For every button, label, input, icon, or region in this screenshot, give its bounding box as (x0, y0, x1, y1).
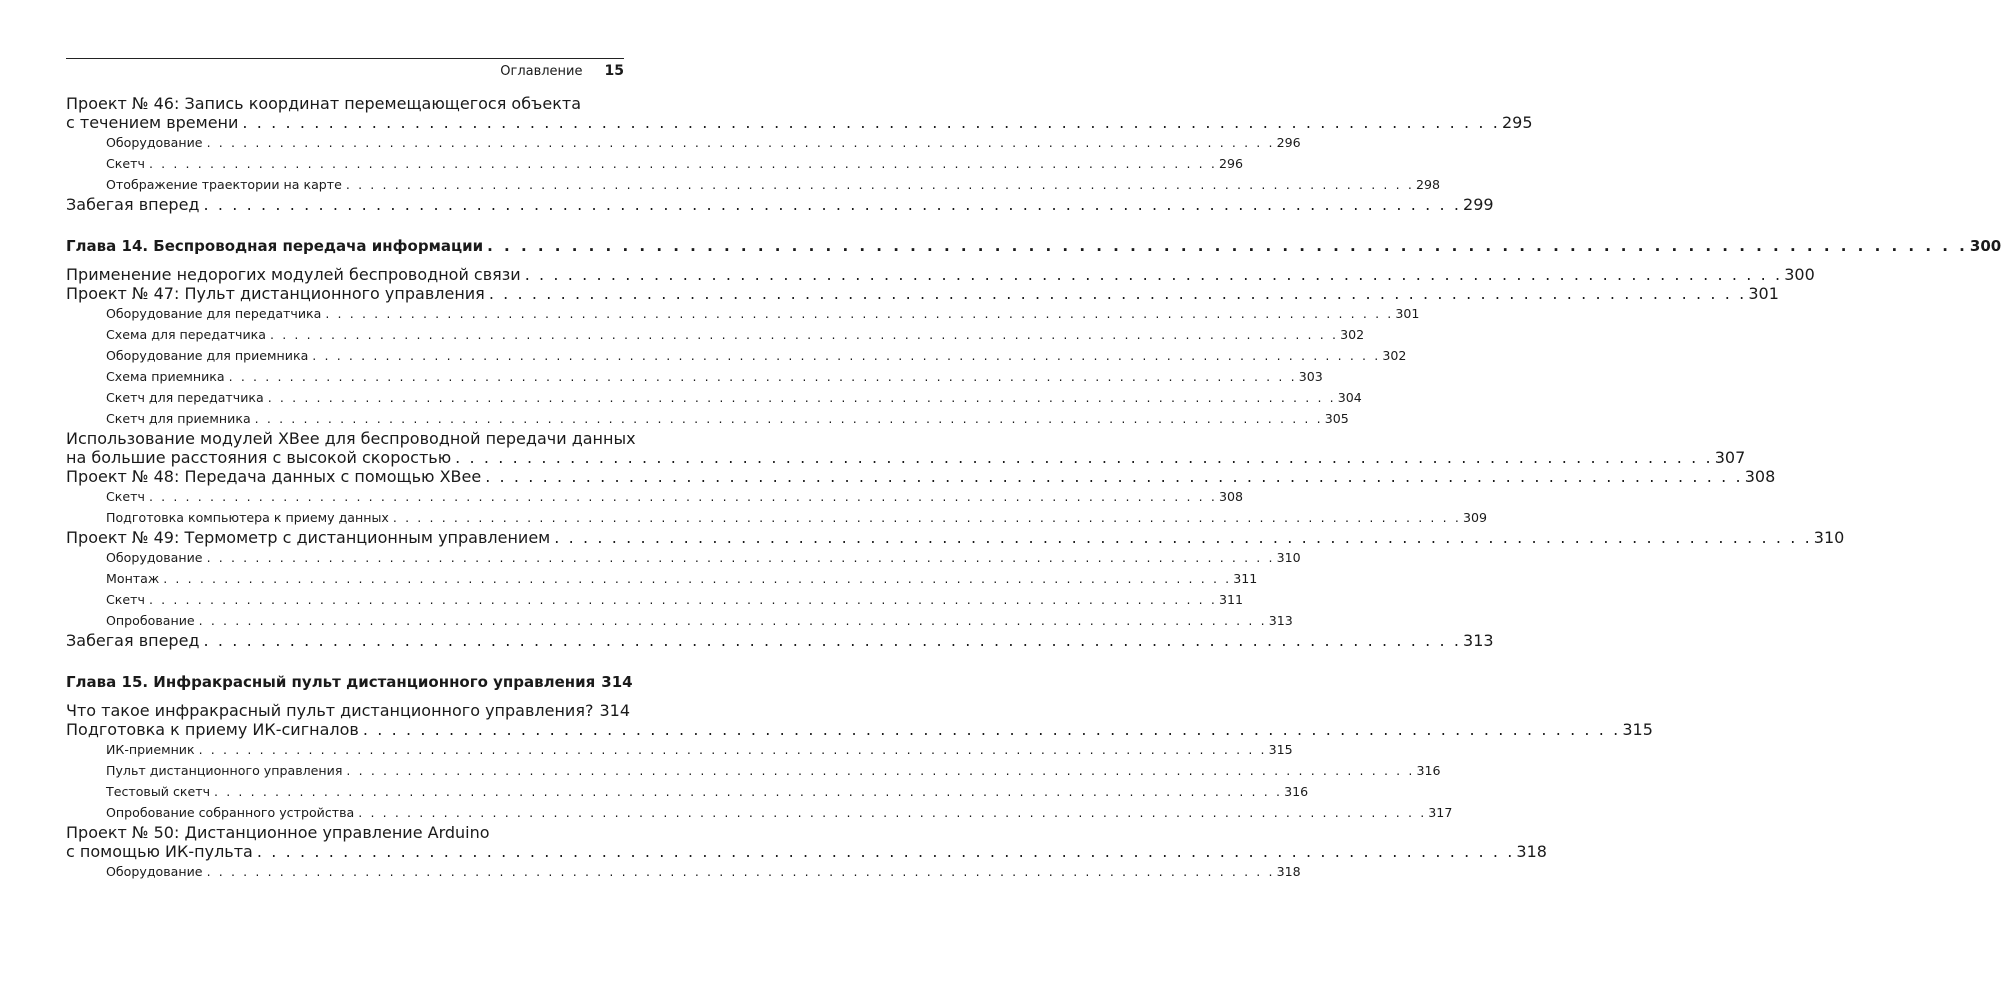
toc-page-number: 303 (1298, 369, 1323, 384)
toc-page-number: 300 (1969, 237, 2001, 255)
dot-leader (487, 235, 1968, 257)
toc-subsection-entry (66, 408, 1349, 429)
toc-entry-title: Что такое инфракрасный пульт дистанционного управления? (66, 701, 594, 720)
toc-subsection-entry (66, 760, 1441, 781)
toc-page-number: 300 (1784, 265, 1815, 284)
toc-entry-title: Отображение траектории на карте (106, 177, 342, 192)
dot-leader (207, 132, 1275, 153)
toc-entry-title: Опробование (106, 613, 195, 628)
toc-project-entry (66, 823, 1547, 861)
dot-leader (363, 720, 1621, 739)
toc-entry-title: Монтаж (106, 571, 160, 586)
toc-entry-title: Тестовый скетч (106, 784, 211, 799)
dot-leader (393, 507, 1461, 528)
dot-leader (149, 589, 1217, 610)
toc-page-number: 316 (1284, 784, 1309, 799)
dot-leader (204, 195, 1462, 214)
toc-section-entry (66, 195, 1494, 214)
toc-subsection-entry (66, 781, 1309, 802)
toc-page-number: 315 (1268, 742, 1293, 757)
dot-leader (207, 861, 1275, 882)
toc-entry-title: Проект № 48: Передача данных с помощью XBee (66, 467, 482, 486)
dot-leader (525, 265, 1783, 284)
toc-subsection-entry (66, 153, 1244, 174)
toc-section-entry (66, 429, 1746, 467)
toc-page-number: 296 (1219, 156, 1244, 171)
dot-leader (199, 739, 1267, 760)
toc-subsection-entry (66, 861, 1301, 882)
toc-section-entry (66, 631, 1494, 650)
dot-leader (312, 345, 1380, 366)
toc-page-number: 313 (1463, 631, 1494, 650)
toc-page-number: 313 (1268, 613, 1293, 628)
toc-entry-title: Оборудование для приемника (106, 348, 309, 363)
dot-leader (229, 366, 1297, 387)
toc-page-number: 311 (1233, 571, 1258, 586)
toc-entry-title: Глава 14. Беспроводная передача информации (66, 237, 484, 255)
toc-entry-title: Забегая вперед (66, 195, 200, 214)
toc-subsection-entry (66, 174, 1440, 195)
dot-leader (163, 568, 1231, 589)
toc-subsection-entry (66, 547, 1301, 568)
toc-page-number: 308 (1744, 467, 1776, 486)
toc-page-number: 308 (1219, 489, 1244, 504)
toc-project-entry (66, 94, 1533, 132)
toc-subsection-entry (66, 568, 1258, 589)
toc-page-number: 316 (1416, 763, 1441, 778)
dot-leader (242, 113, 1500, 132)
toc-entry-title: Оборудование (106, 864, 203, 879)
dot-leader (358, 802, 1426, 823)
toc-entry-title: Проект № 47: Пульт дистанционного управления (66, 284, 485, 303)
dot-leader (199, 610, 1267, 631)
toc-page-number: 298 (1415, 177, 1440, 192)
running-header (500, 63, 624, 79)
dot-leader (207, 547, 1275, 568)
toc-entry-title: Оборудование для передатчика (106, 306, 322, 321)
toc-page-number: 314 (601, 673, 633, 691)
toc-page-number: 317 (1428, 805, 1453, 820)
dot-leader (346, 174, 1414, 195)
toc-page-number: 299 (1463, 195, 1494, 214)
toc-subsection-entry (66, 345, 1407, 366)
toc-entry-title: Проект № 49: Термометр с дистанционным управлением (66, 528, 551, 547)
toc-entry-title: Применение недорогих модулей беспроводной связи (66, 265, 521, 284)
toc-entry-title: Оборудование (106, 135, 203, 150)
toc-subsection-entry (66, 610, 1293, 631)
toc-entry-title: ИК-приемник (106, 742, 195, 757)
toc-project-entry (66, 528, 1845, 547)
toc-subsection-entry (66, 486, 1244, 507)
dot-leader (149, 153, 1217, 174)
toc-subsection-entry (66, 802, 1453, 823)
toc-page-number: 295 (1501, 113, 1533, 132)
header-section-title: Оглавление (500, 64, 583, 79)
toc-chapter-entry (66, 671, 633, 693)
dot-leader (485, 467, 1743, 486)
toc-chapter-entry (66, 235, 2001, 257)
toc-entry-title: с течением времени (66, 113, 239, 132)
toc-entry-title: Глава 15. Инфракрасный пульт дистанционного управления (66, 673, 596, 691)
toc-page-number: 314 (599, 701, 630, 720)
toc-page-number: 315 (1622, 720, 1653, 739)
toc-page-number: 310 (1813, 528, 1845, 547)
toc-subsection-entry (66, 366, 1323, 387)
toc-page-number: 310 (1276, 550, 1301, 565)
toc-subsection-entry (66, 324, 1365, 345)
toc-entry-title: Скетч для приемника (106, 411, 251, 426)
toc-entry-title: Скетч (106, 489, 145, 504)
toc-subsection-entry (66, 507, 1487, 528)
toc-subsection-entry (66, 132, 1301, 153)
header-page-number: 15 (604, 63, 624, 79)
toc-entry-title: на большие расстояния с высокой скоростью (66, 448, 452, 467)
dot-leader (554, 528, 1812, 547)
toc-entry-title: Скетч для передатчика (106, 390, 264, 405)
toc-page-number: 302 (1340, 327, 1365, 342)
toc-subsection-entry (66, 739, 1293, 760)
toc-page-number: 318 (1276, 864, 1301, 879)
dot-leader (489, 284, 1747, 303)
toc-page-number: 318 (1516, 842, 1547, 861)
table-of-contents (66, 94, 2001, 882)
toc-entry-title: Скетч (106, 156, 145, 171)
toc-subsection-entry (66, 387, 1362, 408)
toc-entry-title: Оборудование (106, 550, 203, 565)
toc-entry-title: Проект № 46: Запись координат перемещающегося объекта (66, 94, 581, 113)
toc-page-number: 311 (1219, 592, 1244, 607)
dot-leader (214, 781, 1282, 802)
toc-entry-title: Подготовка компьютера к приему данных (106, 510, 389, 525)
toc-page-number: 304 (1337, 390, 1362, 405)
toc-page-number: 307 (1714, 448, 1746, 467)
dot-leader (270, 324, 1338, 345)
dot-leader (149, 486, 1217, 507)
toc-entry-title: с помощью ИК-пульта (66, 842, 253, 861)
dot-leader (255, 408, 1323, 429)
toc-page-number: 301 (1748, 284, 1779, 303)
dot-leader (325, 303, 1393, 324)
header-rule (66, 58, 624, 59)
toc-page-number: 309 (1462, 510, 1487, 525)
toc-subsection-entry (66, 303, 1420, 324)
toc-entry-title: Забегая вперед (66, 631, 200, 650)
toc-entry-title: Схема приемника (106, 369, 225, 384)
toc-entry-title: Скетч (106, 592, 145, 607)
toc-page-number: 301 (1395, 306, 1420, 321)
toc-section-entry (66, 720, 1653, 739)
dot-leader (257, 842, 1515, 861)
toc-entry-title: Пульт дистанционного управления (106, 763, 343, 778)
dot-leader (204, 631, 1462, 650)
toc-page-number: 296 (1276, 135, 1301, 150)
toc-project-entry (66, 467, 1776, 486)
toc-page-number: 305 (1324, 411, 1349, 426)
toc-project-entry (66, 284, 1779, 303)
toc-entry-title: Подготовка к приему ИК-сигналов (66, 720, 359, 739)
dot-leader (268, 387, 1336, 408)
toc-entry-title: Проект № 50: Дистанционное управление Arduino (66, 823, 490, 842)
toc-section-entry (66, 265, 1815, 284)
toc-section-entry (66, 701, 630, 720)
dot-leader (346, 760, 1414, 781)
toc-entry-title: Опробование собранного устройства (106, 805, 355, 820)
toc-subsection-entry (66, 589, 1244, 610)
toc-entry-title: Использование модулей XBee для беспроводной передачи данных (66, 429, 636, 448)
toc-page-number: 302 (1382, 348, 1407, 363)
toc-entry-title: Схема для передатчика (106, 327, 266, 342)
dot-leader (455, 448, 1713, 467)
